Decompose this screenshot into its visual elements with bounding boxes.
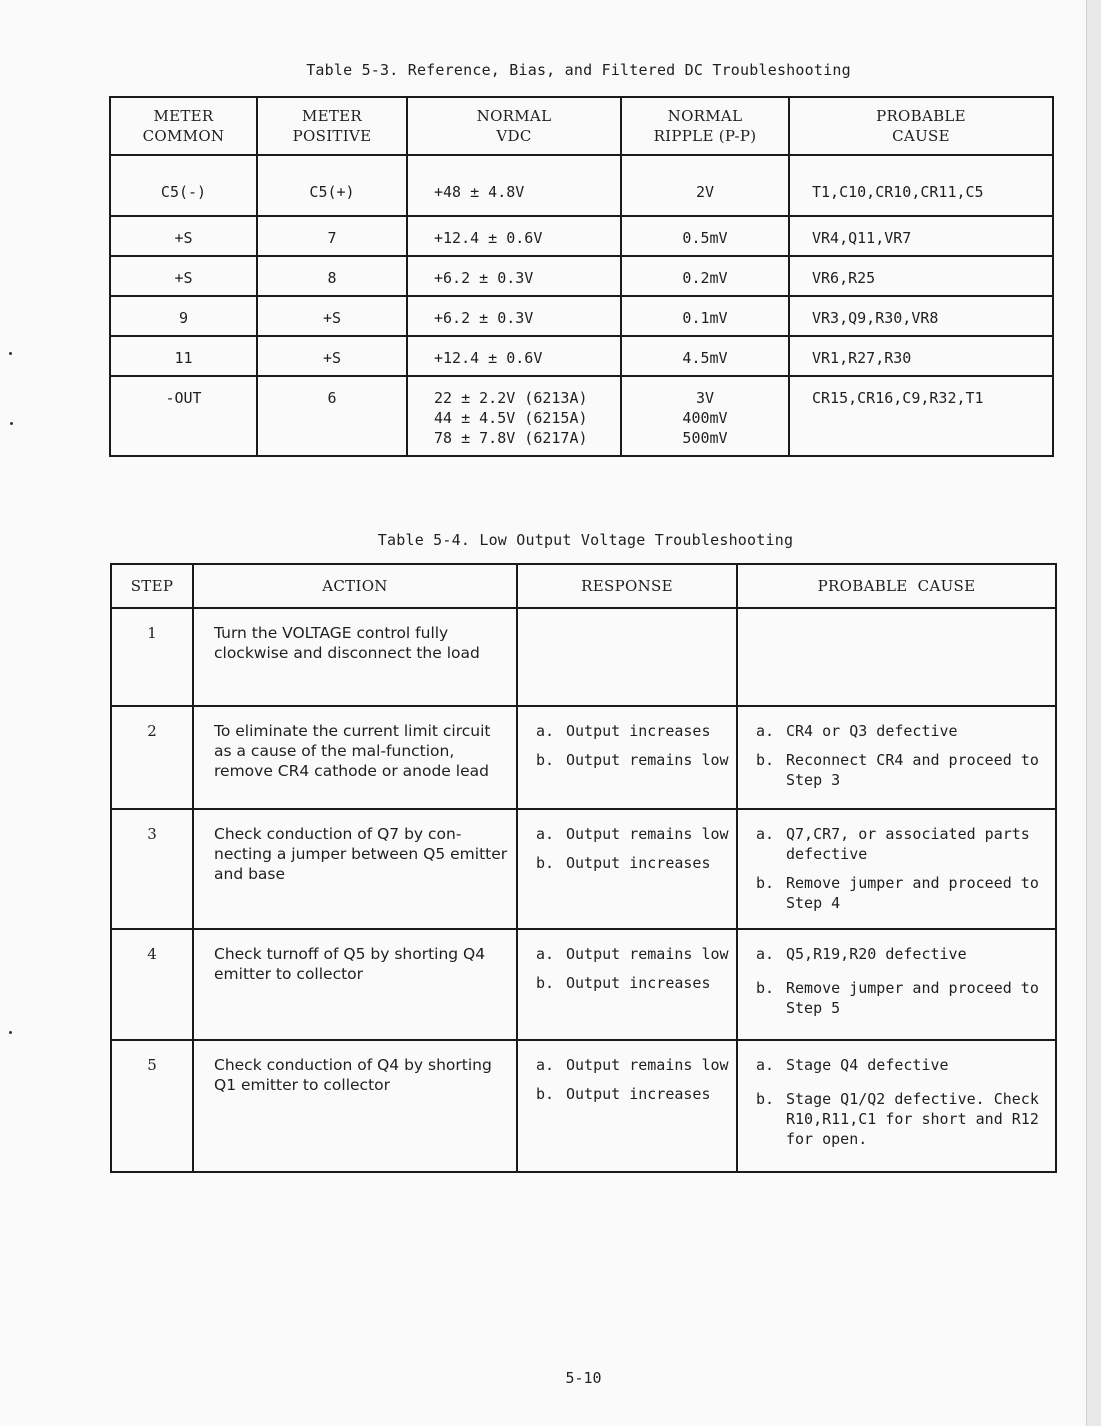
- meter-common-cell: C5(-): [110, 155, 257, 216]
- normal-ripple-cell: 4.5mV: [621, 336, 789, 376]
- meter-common-cell: -OUT: [110, 376, 257, 456]
- vdc-line: 78 ± 7.8V (6217A): [434, 429, 588, 447]
- table-row: [110, 155, 1053, 216]
- ripple-line: 500mV: [682, 429, 728, 447]
- ripple-line: 400mV: [682, 409, 728, 427]
- response-item: a. Output remains low: [536, 825, 729, 843]
- step-number: 1: [111, 608, 193, 706]
- response-item: a. Output remains low: [536, 1056, 729, 1074]
- probable-cause-cell: [737, 1040, 1056, 1172]
- table-row: [110, 296, 1053, 336]
- normal-vdc-cell: +12.4 ± 0.6V: [407, 216, 621, 256]
- table-row: [111, 809, 1056, 929]
- meter-positive-cell: 6: [257, 376, 407, 456]
- meter-common-cell: 11: [110, 336, 257, 376]
- normal-vdc-cell: +6.2 ± 0.3V: [407, 296, 621, 336]
- meter-positive-cell: C5(+): [257, 155, 407, 216]
- probable-cause-cell: [737, 706, 1056, 809]
- header-response: RESPONSE: [517, 564, 737, 608]
- normal-ripple-cell: 0.1mV: [621, 296, 789, 336]
- ripple-line: 3V: [695, 389, 715, 407]
- response-item: b. Output increases: [536, 854, 711, 872]
- page-edge: [1086, 0, 1101, 1426]
- header-meter-positive: METER POSITIVE: [257, 97, 407, 155]
- table-row: [111, 706, 1056, 809]
- page-number: 5-10: [565, 1369, 602, 1387]
- cause-item: a. CR4 or Q3 defective: [756, 722, 958, 740]
- step-number: 4: [111, 929, 193, 1040]
- response-item: a. Output remains low: [536, 945, 729, 963]
- table-row: [110, 216, 1053, 256]
- normal-vdc-cell: +6.2 ± 0.3V: [407, 256, 621, 296]
- table-5-3: [109, 96, 1054, 457]
- table-row: [110, 256, 1053, 296]
- header-action: ACTION: [193, 564, 517, 608]
- cause-item: b. Remove jumper and proceed to Step 5: [756, 979, 1039, 1017]
- step-number: 3: [111, 809, 193, 929]
- table-row: [111, 929, 1056, 1040]
- normal-ripple-cell: 2V: [621, 155, 789, 216]
- table-5-3-caption: Table 5-3. Reference, Bias, and Filtered DC Troubleshooting: [306, 61, 851, 79]
- response-item: b. Output increases: [536, 974, 711, 992]
- header-probable-cause: PROBABLE CAUSE: [737, 564, 1056, 608]
- scan-speck: [9, 352, 12, 355]
- normal-vdc-cell: +48 ± 4.8V: [407, 155, 621, 216]
- table-row: [110, 336, 1053, 376]
- probable-cause-cell: T1,C10,CR10,CR11,C5: [789, 155, 1053, 216]
- meter-positive-cell: 7: [257, 216, 407, 256]
- vdc-line: 22 ± 2.2V (6213A): [434, 389, 588, 407]
- vdc-line: 44 ± 4.5V (6215A): [434, 409, 588, 427]
- probable-cause-cell: CR15,CR16,C9,R32,T1: [789, 376, 1053, 456]
- header-normal-vdc: NORMAL VDC: [407, 97, 621, 155]
- probable-cause-cell: VR3,Q9,R30,VR8: [789, 296, 1053, 336]
- meter-common-cell: 9: [110, 296, 257, 336]
- table-row: [111, 1040, 1056, 1172]
- table-5-4-caption: Table 5-4. Low Output Voltage Troubleshooting: [377, 531, 794, 549]
- meter-positive-cell: +S: [257, 336, 407, 376]
- cause-item: a. Q5,R19,R20 defective: [756, 945, 967, 963]
- table-row: [110, 376, 1053, 456]
- action-cell: Check turnoff of Q5 by shorting Q4 emitter to collector: [193, 929, 517, 1040]
- probable-cause-cell: [737, 809, 1056, 929]
- normal-ripple-cell: 0.5mV: [621, 216, 789, 256]
- action-cell: Check conduction of Q7 by con-necting a jumper between Q5 emitter and base: [193, 809, 517, 929]
- response-item: a. Output increases: [536, 722, 711, 740]
- response-cell: [517, 1040, 737, 1172]
- meter-positive-cell: +S: [257, 296, 407, 336]
- step-number: 2: [111, 706, 193, 809]
- response-cell: [517, 929, 737, 1040]
- normal-vdc-cell: [407, 376, 621, 456]
- meter-common-cell: +S: [110, 216, 257, 256]
- meter-positive-cell: 8: [257, 256, 407, 296]
- step-number: 5: [111, 1040, 193, 1172]
- cause-item: b. Stage Q1/Q2 defective. Check R10,R11,C1 for short and R12 for open.: [756, 1090, 1039, 1148]
- cause-item: b. Reconnect CR4 and proceed to Step 3: [756, 751, 1039, 789]
- response-item: b. Output increases: [536, 1085, 711, 1103]
- probable-cause-cell: VR1,R27,R30: [789, 336, 1053, 376]
- cause-item: a. Q7,CR7, or associated parts defective: [756, 825, 1030, 863]
- header-meter-common: METER COMMON: [110, 97, 257, 155]
- probable-cause-cell: [737, 929, 1056, 1040]
- action-cell: To eliminate the current limit circuit as a cause of the mal-function, remove CR4 cathode or anode lead: [193, 706, 517, 809]
- header-probable-cause: PROBABLE CAUSE: [789, 97, 1053, 155]
- cause-item: a. Stage Q4 defective: [756, 1056, 949, 1074]
- action-cell: Check conduction of Q4 by shorting Q1 emitter to collector: [193, 1040, 517, 1172]
- probable-cause-cell: VR4,Q11,VR7: [789, 216, 1053, 256]
- scan-speck: [10, 422, 13, 425]
- response-item: b. Output remains low: [536, 751, 729, 769]
- normal-ripple-cell: [621, 376, 789, 456]
- meter-common-cell: +S: [110, 256, 257, 296]
- header-step: STEP: [111, 564, 193, 608]
- response-cell: [517, 706, 737, 809]
- response-cell: [517, 608, 737, 706]
- normal-ripple-cell: 0.2mV: [621, 256, 789, 296]
- normal-vdc-cell: +12.4 ± 0.6V: [407, 336, 621, 376]
- probable-cause-cell: VR6,R25: [789, 256, 1053, 296]
- action-cell: Turn the VOLTAGE control fully clockwise and disconnect the load: [193, 608, 517, 706]
- probable-cause-cell: [737, 608, 1056, 706]
- table-row: [111, 608, 1056, 706]
- scan-speck: [9, 1031, 12, 1034]
- header-normal-ripple: NORMAL RIPPLE (P-P): [621, 97, 789, 155]
- cause-item: b. Remove jumper and proceed to Step 4: [756, 874, 1039, 912]
- table-5-4: [110, 563, 1057, 1173]
- response-cell: [517, 809, 737, 929]
